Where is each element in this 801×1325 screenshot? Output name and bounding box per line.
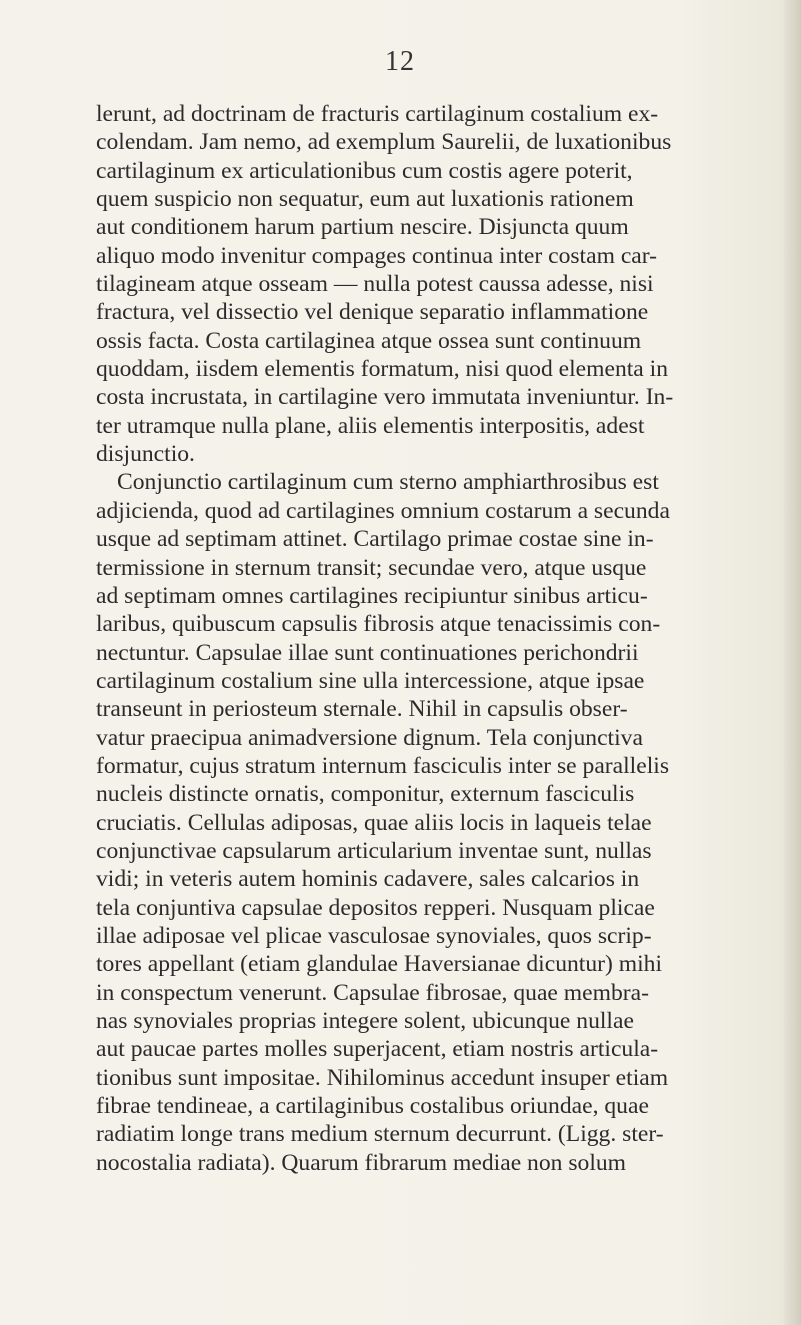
text-line: illae adiposae vel plicae vasculosae synoviales, quos scrip- <box>96 922 652 949</box>
text-line: tionibus sunt impositae. Nihilominus accedunt insuper etiam <box>96 1064 669 1091</box>
text-line: tela conjuntiva capsulae depositos repperi. Nusquam plicae <box>96 894 655 921</box>
text-line: tilagineam atque osseam — nulla potest caussa adesse, nisi <box>96 271 654 298</box>
text-line: disjunctio. <box>96 441 195 468</box>
page-number: 12 <box>385 46 415 77</box>
text-line: tores appellant (etiam glandulae Haversianae dicuntur) mihi <box>96 951 663 978</box>
text-line: usque ad septimam attinet. Cartilago primae costae sine in- <box>96 526 654 553</box>
text-line: cartilaginum ex articulationibus cum costis agere poterit, <box>96 157 633 184</box>
text-line: nas synoviales proprias integere solent, ubicunque nullae <box>96 1008 634 1034</box>
text-line: conjunctivae capsularum articularium inventae sunt, nullas <box>96 837 652 864</box>
text-line: aut conditionem harum partium nescire. Disjuncta quum <box>96 214 629 241</box>
text-line: vidi; in veteris autem hominis cadavere, sales calcarios in <box>96 866 640 893</box>
text-line: vatur praecipua animadversione dignum. Tela conjunctiva <box>96 724 643 751</box>
text-line: adjicienda, quod ad cartilagines omnium costarum a secunda <box>96 497 670 524</box>
text-line: costa incrustata, in cartilagine vero immutata inveniuntur. In- <box>96 384 674 411</box>
text-line: in conspectum venerunt. Capsulae fibrosae, quae membra- <box>96 979 649 1006</box>
text-line: nucleis distincte ornatis, componitur, externum fasciculis <box>96 781 635 808</box>
text-line: ad septimam omnes cartilagines recipiuntur sinibus articu- <box>96 582 648 609</box>
text-line: transeunt in periosteum sternale. Nihil in capsulis obser- <box>96 696 628 723</box>
paragraph-start-line: Conjunctio cartilaginum cum sterno amphiarthrosibus est <box>117 469 659 496</box>
text-line: cruciatis. Cellulas adiposas, quae aliis locis in laqueis telae <box>96 809 652 836</box>
text-line: colendam. Jam nemo, ad exemplum Saurelii, de luxationibus <box>96 129 672 156</box>
text-line: laribus, quibuscum capsulis fibrosis atque tenacissimis con- <box>96 611 661 638</box>
text-line: lerunt, ad doctrinam de fracturis cartilaginum costalium ex- <box>96 101 659 127</box>
text-line: cartilaginum costalium sine ulla intercessione, atque ipsae <box>96 667 645 694</box>
text-line: fractura, vel dissectio vel denique separatio inflammatione <box>96 299 649 326</box>
text-line: quoddam, iisdem elementis formatum, nisi quod elementa in <box>96 356 669 383</box>
text-line: formatur, cujus stratum internum fasciculis inter se parallelis <box>96 752 670 779</box>
facing-page-edge <box>784 0 801 1325</box>
text-line: nectuntur. Capsulae illae sunt continuationes perichondrii <box>96 639 639 666</box>
text-line: fibrae tendineae, a cartilaginibus costalibus oriundae, quae <box>96 1093 649 1120</box>
text-line: aut paucae partes molles superjacent, etiam nostris articula- <box>96 1036 659 1063</box>
text-line: ter utramque nulla plane, aliis elementis interpositis, adest <box>96 412 645 439</box>
text-line: quem suspicio non sequatur, eum aut luxationis rationem <box>96 186 634 213</box>
text-line: radiatim longe trans medium sternum decurrunt. (Ligg. ster- <box>96 1121 664 1148</box>
text-line: ossis facta. Costa cartilaginea atque ossea sunt continuum <box>96 327 642 354</box>
text-line: termissione in sternum transit; secundae vero, atque usque <box>96 554 647 581</box>
text-line: aliquo modo invenitur compages continua inter costam car- <box>96 242 658 269</box>
text-line: nocostalia radiata). Quarum fibrarum mediae non solum <box>96 1149 627 1176</box>
body-text <box>96 100 796 1177</box>
